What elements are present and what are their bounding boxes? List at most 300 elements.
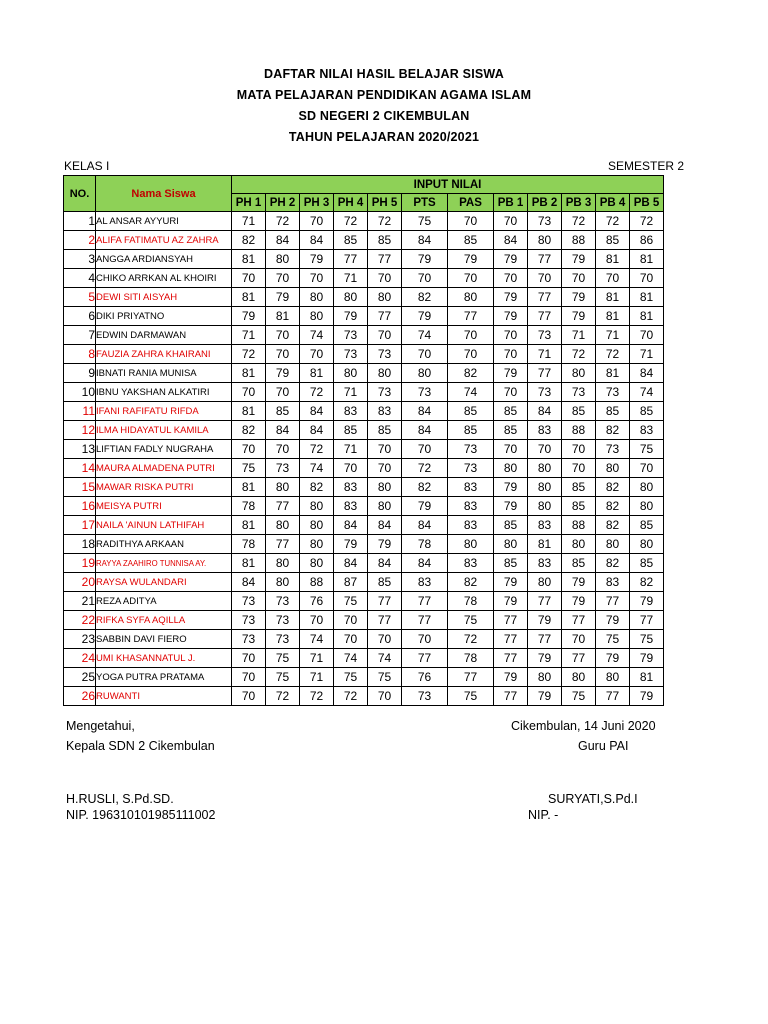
score-cell: 80 [266, 573, 300, 592]
table-row [64, 478, 664, 497]
score-cell: 81 [630, 288, 664, 307]
column-header: PB 1 [494, 194, 528, 212]
score-cell: 70 [368, 326, 402, 345]
row-number: 7 [64, 326, 96, 345]
score-cell: 80 [494, 535, 528, 554]
score-cell: 75 [266, 668, 300, 687]
score-cell: 81 [630, 250, 664, 269]
score-cell: 85 [630, 402, 664, 421]
score-cell: 81 [596, 250, 630, 269]
score-cell: 79 [368, 535, 402, 554]
score-cell: 82 [402, 288, 448, 307]
column-header: PH 1 [232, 194, 266, 212]
score-cell: 70 [494, 383, 528, 402]
score-cell: 72 [300, 383, 334, 402]
column-header: PH 3 [300, 194, 334, 212]
score-cell: 83 [630, 421, 664, 440]
score-cell: 70 [368, 269, 402, 288]
score-cell: 79 [334, 535, 368, 554]
score-cell: 72 [266, 687, 300, 706]
column-header: PB 2 [528, 194, 562, 212]
score-cell: 71 [232, 212, 266, 231]
score-cell: 84 [266, 231, 300, 250]
score-cell: 71 [300, 668, 334, 687]
table-row [64, 288, 664, 307]
score-cell: 70 [232, 668, 266, 687]
score-cell: 85 [334, 231, 368, 250]
score-cell: 85 [368, 421, 402, 440]
score-cell: 70 [528, 269, 562, 288]
score-cell: 79 [494, 288, 528, 307]
score-cell: 71 [562, 326, 596, 345]
table-row [64, 535, 664, 554]
score-cell: 83 [334, 478, 368, 497]
score-cell: 83 [334, 497, 368, 516]
table-row [64, 459, 664, 478]
student-name: FAUZIA ZAHRA KHAIRANI [96, 345, 232, 364]
score-cell: 79 [402, 497, 448, 516]
score-cell: 73 [402, 687, 448, 706]
score-cell: 80 [562, 535, 596, 554]
score-cell: 78 [402, 535, 448, 554]
score-cell: 73 [232, 611, 266, 630]
score-cell: 80 [448, 535, 494, 554]
score-cell: 85 [266, 402, 300, 421]
table-row [64, 554, 664, 573]
table-row [64, 250, 664, 269]
score-cell: 72 [562, 345, 596, 364]
score-cell: 70 [266, 383, 300, 402]
score-cell: 70 [528, 440, 562, 459]
student-name: AL ANSAR AYYURI [96, 212, 232, 231]
table-row [64, 516, 664, 535]
score-cell: 72 [596, 345, 630, 364]
score-cell: 75 [368, 668, 402, 687]
score-cell: 79 [300, 250, 334, 269]
score-cell: 74 [368, 649, 402, 668]
table-row [64, 231, 664, 250]
student-name: IBNATI RANIA MUNISA [96, 364, 232, 383]
score-cell: 77 [596, 687, 630, 706]
score-cell: 73 [448, 459, 494, 478]
score-cell: 80 [368, 497, 402, 516]
score-cell: 72 [368, 212, 402, 231]
score-cell: 79 [266, 364, 300, 383]
score-cell: 80 [300, 288, 334, 307]
score-cell: 70 [562, 269, 596, 288]
score-cell: 80 [266, 250, 300, 269]
score-cell: 85 [494, 516, 528, 535]
score-cell: 84 [630, 364, 664, 383]
score-cell: 79 [528, 649, 562, 668]
column-header: PB 4 [596, 194, 630, 212]
score-cell: 77 [448, 307, 494, 326]
score-cell: 72 [232, 345, 266, 364]
score-cell: 77 [562, 649, 596, 668]
score-cell: 70 [368, 687, 402, 706]
score-cell: 79 [562, 592, 596, 611]
score-cell: 73 [232, 592, 266, 611]
score-cell: 79 [596, 649, 630, 668]
score-cell: 75 [266, 649, 300, 668]
score-cell: 81 [232, 288, 266, 307]
name-header: Nama Siswa [96, 176, 232, 212]
score-cell: 79 [494, 478, 528, 497]
score-cell: 70 [300, 269, 334, 288]
score-cell: 85 [368, 573, 402, 592]
score-cell: 75 [334, 668, 368, 687]
score-cell: 79 [562, 573, 596, 592]
row-number: 13 [64, 440, 96, 459]
score-cell: 85 [630, 516, 664, 535]
score-cell: 84 [232, 573, 266, 592]
row-number: 14 [64, 459, 96, 478]
score-cell: 70 [630, 326, 664, 345]
score-cell: 77 [562, 611, 596, 630]
student-name: DIKI PRIYATNO [96, 307, 232, 326]
score-cell: 82 [232, 421, 266, 440]
score-cell: 85 [368, 231, 402, 250]
table-row [64, 573, 664, 592]
score-cell: 73 [528, 326, 562, 345]
score-cell: 84 [300, 402, 334, 421]
score-cell: 78 [448, 649, 494, 668]
score-cell: 81 [596, 364, 630, 383]
score-cell: 74 [448, 383, 494, 402]
score-cell: 77 [368, 250, 402, 269]
score-cell: 85 [562, 478, 596, 497]
student-name: ILMA HIDAYATUL KAMILA [96, 421, 232, 440]
column-header: PB 3 [562, 194, 596, 212]
score-cell: 77 [402, 649, 448, 668]
score-cell: 73 [266, 459, 300, 478]
student-name: SABBIN DAVI FIERO [96, 630, 232, 649]
score-cell: 77 [448, 668, 494, 687]
score-cell: 77 [596, 592, 630, 611]
score-cell: 70 [266, 440, 300, 459]
score-cell: 83 [448, 497, 494, 516]
score-cell: 82 [596, 421, 630, 440]
score-cell: 73 [334, 345, 368, 364]
score-cell: 79 [528, 611, 562, 630]
score-cell: 86 [630, 231, 664, 250]
score-cell: 70 [494, 212, 528, 231]
student-name: LIFTIAN FADLY NUGRAHA [96, 440, 232, 459]
score-cell: 85 [448, 421, 494, 440]
student-name: MAWAR RISKA PUTRI [96, 478, 232, 497]
score-cell: 77 [528, 592, 562, 611]
row-number: 19 [64, 554, 96, 573]
score-cell: 79 [494, 364, 528, 383]
score-cell: 79 [494, 668, 528, 687]
score-cell: 81 [232, 554, 266, 573]
score-cell: 79 [494, 497, 528, 516]
score-cell: 72 [402, 459, 448, 478]
score-cell: 83 [528, 421, 562, 440]
score-cell: 70 [494, 269, 528, 288]
score-cell: 77 [528, 250, 562, 269]
score-cell: 81 [232, 250, 266, 269]
score-cell: 71 [528, 345, 562, 364]
score-cell: 70 [448, 345, 494, 364]
header-row-top [64, 176, 664, 194]
score-cell: 83 [334, 402, 368, 421]
score-cell: 78 [448, 592, 494, 611]
score-cell: 84 [266, 421, 300, 440]
score-cell: 73 [368, 345, 402, 364]
score-cell: 83 [528, 516, 562, 535]
score-cell: 84 [402, 421, 448, 440]
score-cell: 70 [596, 269, 630, 288]
score-cell: 80 [528, 573, 562, 592]
score-cell: 84 [494, 231, 528, 250]
score-cell: 70 [368, 630, 402, 649]
score-cell: 81 [630, 668, 664, 687]
table-row [64, 402, 664, 421]
score-cell: 80 [528, 478, 562, 497]
score-cell: 70 [232, 649, 266, 668]
table-row [64, 364, 664, 383]
score-cell: 80 [562, 364, 596, 383]
row-number: 9 [64, 364, 96, 383]
score-cell: 84 [334, 516, 368, 535]
score-cell: 73 [266, 630, 300, 649]
score-cell: 84 [402, 231, 448, 250]
row-number: 6 [64, 307, 96, 326]
score-cell: 72 [448, 630, 494, 649]
student-name: REZA ADITYA [96, 592, 232, 611]
grades-body [64, 212, 664, 706]
score-cell: 73 [334, 326, 368, 345]
table-row [64, 307, 664, 326]
score-cell: 81 [528, 535, 562, 554]
score-cell: 80 [596, 535, 630, 554]
score-cell: 74 [300, 459, 334, 478]
score-cell: 73 [596, 440, 630, 459]
score-cell: 73 [232, 630, 266, 649]
score-cell: 85 [494, 554, 528, 573]
score-cell: 84 [402, 554, 448, 573]
score-cell: 84 [402, 402, 448, 421]
score-cell: 77 [266, 497, 300, 516]
score-cell: 75 [630, 630, 664, 649]
score-cell: 85 [596, 231, 630, 250]
score-cell: 70 [300, 345, 334, 364]
no-header: NO. [64, 176, 96, 212]
score-cell: 79 [402, 250, 448, 269]
table-row [64, 440, 664, 459]
score-cell: 76 [300, 592, 334, 611]
column-header: PAS [448, 194, 494, 212]
score-cell: 83 [448, 554, 494, 573]
score-cell: 80 [630, 478, 664, 497]
row-number: 18 [64, 535, 96, 554]
score-cell: 77 [266, 535, 300, 554]
score-cell: 82 [596, 478, 630, 497]
score-cell: 73 [528, 212, 562, 231]
score-cell: 71 [596, 326, 630, 345]
score-cell: 80 [528, 231, 562, 250]
score-cell: 82 [596, 516, 630, 535]
score-cell: 70 [402, 440, 448, 459]
row-number: 17 [64, 516, 96, 535]
score-cell: 80 [334, 288, 368, 307]
score-cell: 72 [596, 212, 630, 231]
table-row [64, 212, 664, 231]
score-cell: 70 [232, 269, 266, 288]
footer-headmaster-name: H.RUSLI, S.Pd.SD. [66, 792, 174, 806]
score-cell: 79 [494, 573, 528, 592]
score-cell: 77 [368, 307, 402, 326]
row-number: 2 [64, 231, 96, 250]
footer-acknowledged: Mengetahui, [66, 719, 135, 733]
score-cell: 80 [300, 516, 334, 535]
score-cell: 79 [630, 649, 664, 668]
score-cell: 80 [528, 668, 562, 687]
score-cell: 80 [300, 554, 334, 573]
score-cell: 79 [596, 611, 630, 630]
score-cell: 70 [402, 345, 448, 364]
score-cell: 79 [494, 307, 528, 326]
score-cell: 77 [494, 630, 528, 649]
score-cell: 80 [528, 497, 562, 516]
student-name: RAYSA WULANDARI [96, 573, 232, 592]
table-row [64, 649, 664, 668]
score-cell: 77 [528, 630, 562, 649]
title-line-2: MATA PELAJARAN PENDIDIKAN AGAMA ISLAM [236, 88, 532, 102]
score-cell: 79 [562, 288, 596, 307]
table-row [64, 345, 664, 364]
score-cell: 74 [334, 649, 368, 668]
student-name: RUWANTI [96, 687, 232, 706]
row-number: 20 [64, 573, 96, 592]
score-cell: 80 [630, 535, 664, 554]
row-number: 4 [64, 269, 96, 288]
score-cell: 72 [300, 687, 334, 706]
score-cell: 77 [630, 611, 664, 630]
score-cell: 80 [300, 307, 334, 326]
student-name: RIFKA SYFA AQILLA [96, 611, 232, 630]
title-line-4: TAHUN PELAJARAN 2020/2021 [288, 130, 480, 144]
score-cell: 70 [448, 269, 494, 288]
score-cell: 77 [494, 611, 528, 630]
score-cell: 70 [232, 383, 266, 402]
score-cell: 73 [528, 383, 562, 402]
score-cell: 71 [334, 269, 368, 288]
score-cell: 74 [300, 326, 334, 345]
score-cell: 84 [300, 231, 334, 250]
student-name: UMI KHASANNATUL J. [96, 649, 232, 668]
score-cell: 74 [300, 630, 334, 649]
score-cell: 75 [562, 687, 596, 706]
score-cell: 72 [334, 212, 368, 231]
score-cell: 77 [368, 611, 402, 630]
score-cell: 70 [562, 630, 596, 649]
score-cell: 70 [266, 269, 300, 288]
score-cell: 70 [402, 630, 448, 649]
score-cell: 82 [300, 478, 334, 497]
column-header: PB 5 [630, 194, 664, 212]
row-number: 12 [64, 421, 96, 440]
score-cell: 83 [402, 573, 448, 592]
score-cell: 79 [402, 307, 448, 326]
score-cell: 70 [266, 345, 300, 364]
score-cell: 70 [334, 630, 368, 649]
row-number: 10 [64, 383, 96, 402]
score-cell: 80 [448, 288, 494, 307]
score-cell: 84 [402, 516, 448, 535]
table-row [64, 326, 664, 345]
score-cell: 79 [494, 250, 528, 269]
student-name: NAILA 'AINUN LATHIFAH [96, 516, 232, 535]
score-cell: 79 [630, 687, 664, 706]
score-cell: 80 [266, 516, 300, 535]
score-cell: 72 [266, 212, 300, 231]
input-header: INPUT NILAI [232, 176, 664, 194]
score-cell: 85 [630, 554, 664, 573]
score-cell: 79 [562, 307, 596, 326]
student-name: ALIFA FATIMATU AZ ZAHRA [96, 231, 232, 250]
row-number: 15 [64, 478, 96, 497]
score-cell: 82 [232, 231, 266, 250]
score-cell: 79 [494, 592, 528, 611]
table-row [64, 687, 664, 706]
score-cell: 83 [596, 573, 630, 592]
score-cell: 70 [562, 440, 596, 459]
score-cell: 71 [334, 440, 368, 459]
score-cell: 83 [448, 478, 494, 497]
student-name: CHIKO ARRKAN AL KHOIRI [96, 269, 232, 288]
score-cell: 81 [630, 307, 664, 326]
score-cell: 70 [494, 326, 528, 345]
score-cell: 83 [368, 402, 402, 421]
score-cell: 78 [232, 535, 266, 554]
score-cell: 75 [402, 212, 448, 231]
score-cell: 80 [528, 459, 562, 478]
score-cell: 75 [596, 630, 630, 649]
student-name: MEISYA PUTRI [96, 497, 232, 516]
footer-place-date: Cikembulan, 14 Juni 2020 [511, 719, 656, 733]
score-cell: 77 [528, 307, 562, 326]
row-number: 24 [64, 649, 96, 668]
score-cell: 80 [300, 535, 334, 554]
title-line-3: SD NEGERI 2 CIKEMBULAN [298, 109, 470, 123]
score-cell: 70 [266, 326, 300, 345]
student-name: IBNU YAKSHAN ALKATIRI [96, 383, 232, 402]
score-cell: 72 [334, 687, 368, 706]
score-cell: 70 [630, 459, 664, 478]
student-name: RAYYA ZAAHIRO TUNNISA AY. [96, 554, 232, 573]
row-number: 1 [64, 212, 96, 231]
score-cell: 84 [368, 554, 402, 573]
score-cell: 80 [494, 459, 528, 478]
score-cell: 75 [630, 440, 664, 459]
score-cell: 87 [334, 573, 368, 592]
student-name: ANGGA ARDIANSYAH [96, 250, 232, 269]
score-cell: 76 [402, 668, 448, 687]
score-cell: 80 [562, 668, 596, 687]
score-cell: 84 [334, 554, 368, 573]
score-cell: 77 [402, 611, 448, 630]
score-cell: 84 [528, 402, 562, 421]
score-cell: 85 [494, 402, 528, 421]
score-cell: 80 [368, 288, 402, 307]
student-name: RADITHYA ARKAAN [96, 535, 232, 554]
score-cell: 79 [528, 687, 562, 706]
footer-teacher-nip: NIP. - [528, 808, 559, 822]
score-cell: 77 [402, 592, 448, 611]
score-cell: 84 [300, 421, 334, 440]
